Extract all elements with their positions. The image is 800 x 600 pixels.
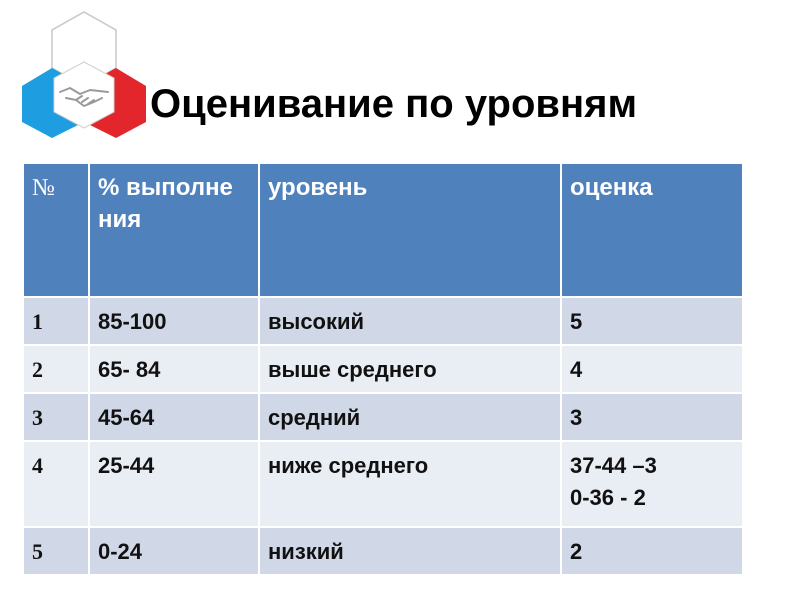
- row-grade: [561, 393, 743, 441]
- grade-value: 2: [570, 539, 583, 564]
- row-percent: 65- 84: [89, 345, 259, 393]
- row-number: 1: [23, 297, 89, 345]
- row-percent: 25-44: [89, 441, 259, 527]
- header-grade: оценка: [561, 163, 743, 297]
- header-level: уровень: [259, 163, 561, 297]
- row-grade: [561, 441, 743, 527]
- row-percent: 0-24: [89, 527, 259, 575]
- row-number: 2: [23, 345, 89, 393]
- row-grade: [561, 345, 743, 393]
- grade-value: 3: [570, 405, 583, 430]
- row-level: ниже среднего: [259, 441, 561, 527]
- row-percent: 45-64: [89, 393, 259, 441]
- row-number: 4: [23, 441, 89, 527]
- table-row: [23, 297, 743, 345]
- table-row: [23, 441, 743, 527]
- grade-value: 5: [570, 309, 583, 334]
- table-row: [23, 393, 743, 441]
- row-number: 5: [23, 527, 89, 575]
- grading-table: [22, 162, 744, 576]
- row-number: 3: [23, 393, 89, 441]
- header-number: №: [23, 163, 89, 297]
- row-level: низкий: [259, 527, 561, 575]
- table-row: [23, 527, 743, 575]
- page-title: Оценивание по уровням: [150, 82, 638, 126]
- row-level: высокий: [259, 297, 561, 345]
- handshake-logo-icon: [22, 10, 146, 138]
- row-level: выше среднего: [259, 345, 561, 393]
- grade-value: 37-44 –3: [570, 453, 657, 478]
- table-row: [23, 345, 743, 393]
- header-percent: % выполне ния: [89, 163, 259, 297]
- row-percent: 85-100: [89, 297, 259, 345]
- grade-value: 0-36 - 2: [570, 485, 646, 510]
- row-level: средний: [259, 393, 561, 441]
- grade-value: 4: [570, 357, 583, 382]
- row-grade: [561, 297, 743, 345]
- row-grade: [561, 527, 743, 575]
- table-header-row: [23, 163, 743, 297]
